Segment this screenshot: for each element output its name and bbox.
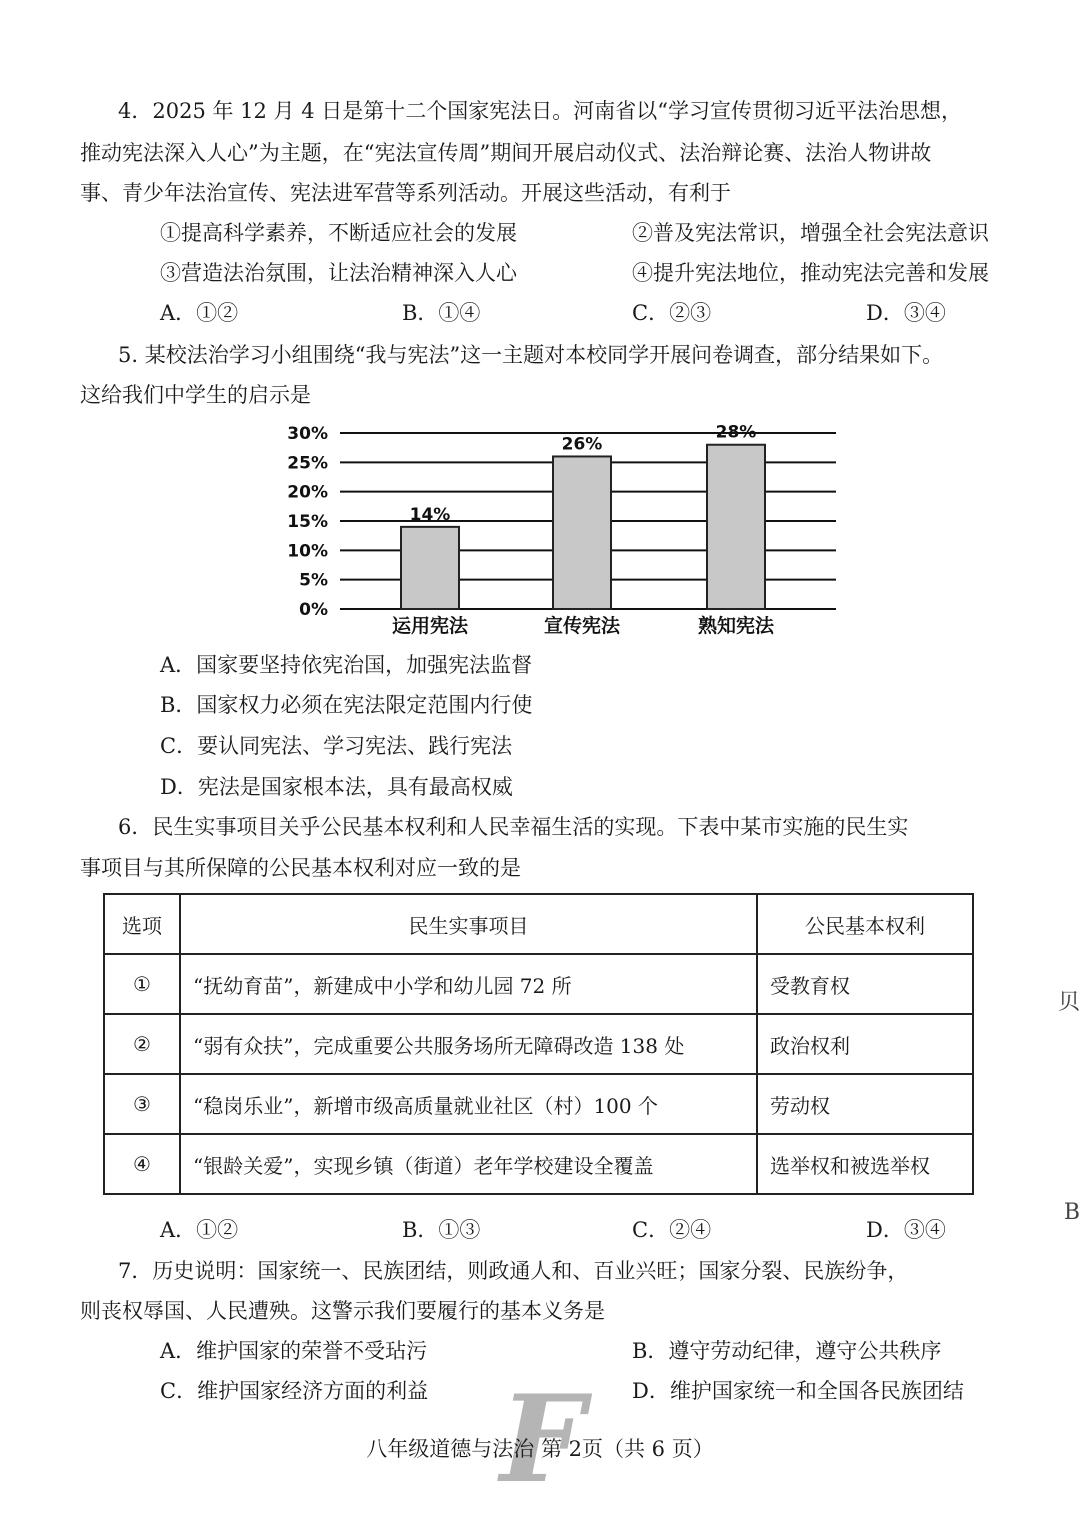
survey-bar-chart [280,420,860,642]
data-label: 14% [409,504,451,525]
table-cell-right: 政治权利 [757,1014,973,1074]
table-row [104,954,973,1014]
table-cell-project: “银龄关爱”，实现乡镇（街道）老年学校建设全覆盖 [180,1134,757,1194]
table-header-row [104,894,973,954]
header-project: 民生实事项目 [180,894,757,954]
table-cell-project: “弱有众扶”，完成重要公共服务场所无障碍改造 138 处 [180,1014,757,1074]
q7-line-2: 则丧权辱国、人民遭殃。这警示我们要履行的基本义务是 [80,1299,605,1323]
data-label: 28% [715,422,757,443]
header-option: 选项 [104,894,180,954]
q4-choice-c: C．②③ [632,301,712,325]
bar [553,456,611,609]
bar [707,445,765,609]
rights-table [103,893,974,1195]
table-row [104,1014,973,1074]
y-tick-label: 30% [287,424,328,444]
table-cell-project: “稳岗乐业”，新增市级高质量就业社区（村）100 个 [180,1074,757,1134]
table-row [104,1134,973,1194]
table-cell-right: 选举权和被选举权 [757,1134,973,1194]
table-cell-right: 劳动权 [757,1074,973,1134]
y-tick-label: 5% [299,570,328,591]
q6-line-1: 6．民生实事项目关乎公民基本权利和人民幸福生活的实现。下表中某市实施的民生实 [118,815,909,839]
q5-line-1: 5. 某校法治学习小组围绕“我与宪法”这一主题对本校同学开展问卷调查，部分结果如下。 [118,343,944,367]
q4-line-2: 推动宪法深入人心”为主题，在“宪法宣传周”期间开展启动仪式、法治辩论赛、法治人物讲故 [80,141,932,165]
q6-line-2: 事项目与其所保障的公民基本权利对应一致的是 [80,856,521,880]
q7-choice-a: A．维护国家的荣誉不受玷污 [160,1339,428,1363]
q5-choice-c: C．要认同宪法、学习宪法、践行宪法 [160,734,513,758]
q6-choice-b: B．①③ [402,1218,481,1242]
q7-choice-c: C．维护国家经济方面的利益 [160,1379,429,1403]
q4-statement-2: ②普及宪法常识，增强全社会宪法意识 [632,221,989,245]
x-tick-label: 运用宪法 [391,615,469,637]
table-cell-option: ① [104,954,180,1014]
q4-statement-3: ③营造法治氛围，让法治精神深入人心 [160,261,517,285]
y-tick-label: 10% [287,541,328,562]
table-cell-option: ④ [104,1134,180,1194]
y-tick-label: 20% [287,482,328,503]
header-right: 公民基本权利 [757,894,973,954]
x-tick-label: 熟知宪法 [697,615,775,637]
q5-choice-d: D．宪法是国家根本法，具有最高权威 [160,775,513,799]
q4-line-1: 4．2025 年 12 月 4 日是第十二个国家宪法日。河南省以“学习宣传贯彻习近平法治思想， [118,99,962,123]
q7-choice-d: D．维护国家统一和全国各民族团结 [632,1379,964,1403]
q5-choice-a: A．国家要坚持依宪治国，加强宪法监督 [160,653,533,677]
table-cell-right: 受教育权 [757,954,973,1014]
q4-line-3: 事、青少年法治宣传、宪法进军营等系列活动。开展这些活动，有利于 [80,181,731,205]
y-tick-label: 25% [287,453,328,474]
q4-statement-4: ④提升宪法地位，推动宪法完善和发展 [632,261,989,285]
q4-statement-1: ①提高科学素养，不断适应社会的发展 [160,221,517,245]
y-tick-label: 0% [299,600,328,620]
watermark-letter: F [500,1369,586,1510]
q5-line-2: 这给我们中学生的启示是 [80,383,311,407]
bar [401,527,459,609]
x-tick-label: 宣传宪法 [543,615,621,637]
q4-choice-d: D．③④ [866,301,946,325]
q7-choice-b: B．遵守劳动纪律，遵守公共秩序 [632,1339,942,1363]
q4-choice-a: A．①② [160,301,239,325]
y-tick-label: 15% [287,512,328,532]
table-cell-project: “抚幼育苗”，新建成中小学和幼儿园 72 所 [180,954,757,1014]
edge-char-2: B [1063,1200,1080,1225]
q5-choice-b: B．国家权力必须在宪法限定范围内行使 [160,693,533,717]
table-cell-option: ② [104,1014,180,1074]
table-row [104,1074,973,1134]
q7-line-1: 7．历史说明：国家统一、民族团结，则政通人和、百业兴旺；国家分裂、民族纷争， [118,1259,909,1283]
edge-char-1: 贝 [1057,990,1080,1015]
table-cell-option: ③ [104,1074,180,1134]
q6-choice-a: A．①② [160,1218,239,1242]
q4-choice-b: B．①④ [402,301,481,325]
q6-choice-d: D．③④ [866,1218,946,1242]
data-label: 26% [561,434,603,455]
page-footer: 八年级道德与法治 第 2页（共 6 页） [366,1437,714,1461]
q6-choice-c: C．②④ [632,1218,712,1242]
